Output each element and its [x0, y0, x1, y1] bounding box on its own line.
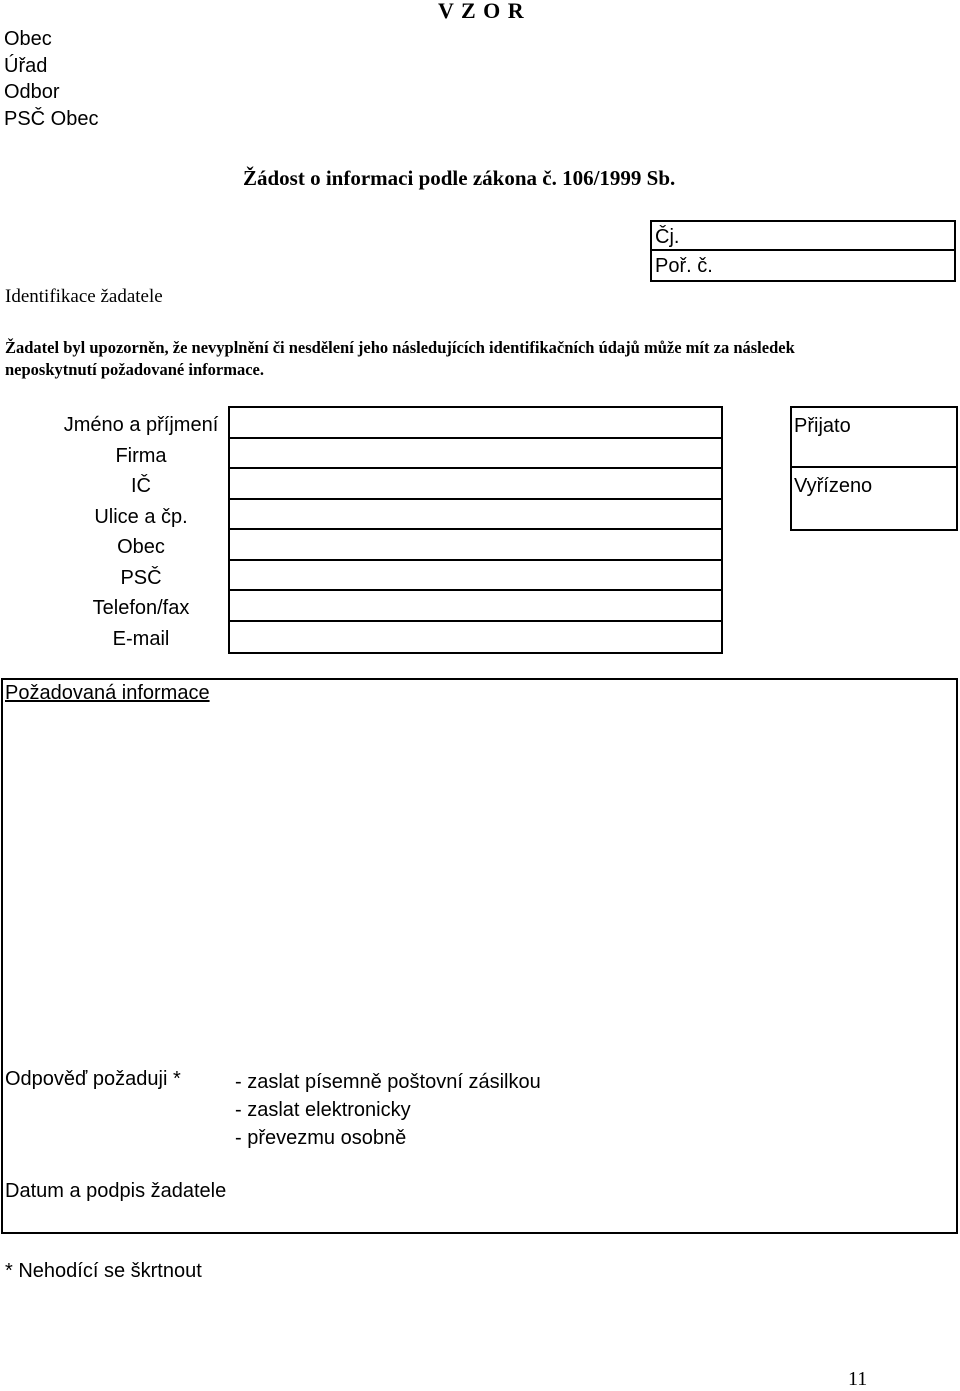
applicant-field-labels [55, 410, 227, 654]
sequence-number-field[interactable] [652, 251, 954, 280]
company-id-input[interactable] [230, 469, 721, 500]
field-label-postcode: PSČ [120, 566, 162, 589]
response-options [235, 1068, 541, 1152]
field-label-street: Ulice a čp. [94, 505, 188, 528]
office-address-block [4, 26, 98, 132]
address-line-office: Úřad [4, 54, 48, 77]
field-label-phone-fax: Telefon/fax [92, 597, 190, 619]
field-label-municipality: Obec [117, 536, 165, 558]
date-signature-label: Datum a podpis žadatele [5, 1180, 227, 1202]
field-label-name: Jméno a příjmení [63, 414, 219, 436]
response-option-electronic[interactable]: - zaslat elektronicky [235, 1099, 411, 1121]
address-line-postcode: PSČ Obec [4, 107, 99, 130]
address-line-department: Odbor [4, 81, 60, 103]
warning-notice: Žadatel byl upozorněn, že nevyplnění či nesdělení jeho následujících identifikačních údajů může mít za následek neposkytnutí požadované informace. [5, 338, 795, 379]
page-number: 11 [848, 1368, 868, 1390]
processed-field[interactable] [792, 468, 956, 528]
email-input[interactable] [230, 622, 721, 653]
sequence-number-label: Poř. č. [655, 255, 713, 277]
name-input[interactable] [230, 408, 721, 439]
field-label-company-id: IČ [131, 475, 151, 497]
address-line-municipality: Obec [4, 28, 52, 50]
street-input[interactable] [230, 500, 721, 531]
municipality-input[interactable] [230, 530, 721, 561]
response-option-in-person[interactable]: - převezmu osobně [235, 1127, 407, 1149]
case-number-label: Čj. [655, 226, 680, 248]
field-label-company: Firma [115, 444, 167, 467]
response-option-post[interactable]: - zaslat písemně poštovní zásilkou [235, 1071, 541, 1093]
footnote: * Nehodící se škrtnout [5, 1260, 202, 1282]
received-label: Přijato [794, 415, 851, 437]
case-number-field[interactable] [652, 222, 954, 251]
processed-label: Vyřízeno [794, 475, 873, 497]
phone-fax-input[interactable] [230, 591, 721, 622]
company-input[interactable] [230, 439, 721, 470]
page-title: Žádost o informaci podle zákona č. 106/1999 Sb. [243, 166, 676, 190]
processing-status-box [790, 406, 958, 531]
response-preference-label: Odpověď požaduji * [5, 1068, 181, 1090]
applicant-identification-heading: Identifikace žadatele [5, 286, 163, 307]
requested-information-label: Požadovaná informace [5, 682, 210, 704]
received-field[interactable] [792, 408, 956, 468]
applicant-fields-table [228, 406, 723, 654]
postcode-input[interactable] [230, 561, 721, 592]
reference-box [650, 220, 956, 282]
template-watermark: V Z O R [438, 0, 525, 23]
field-label-email: E-mail [112, 627, 170, 650]
